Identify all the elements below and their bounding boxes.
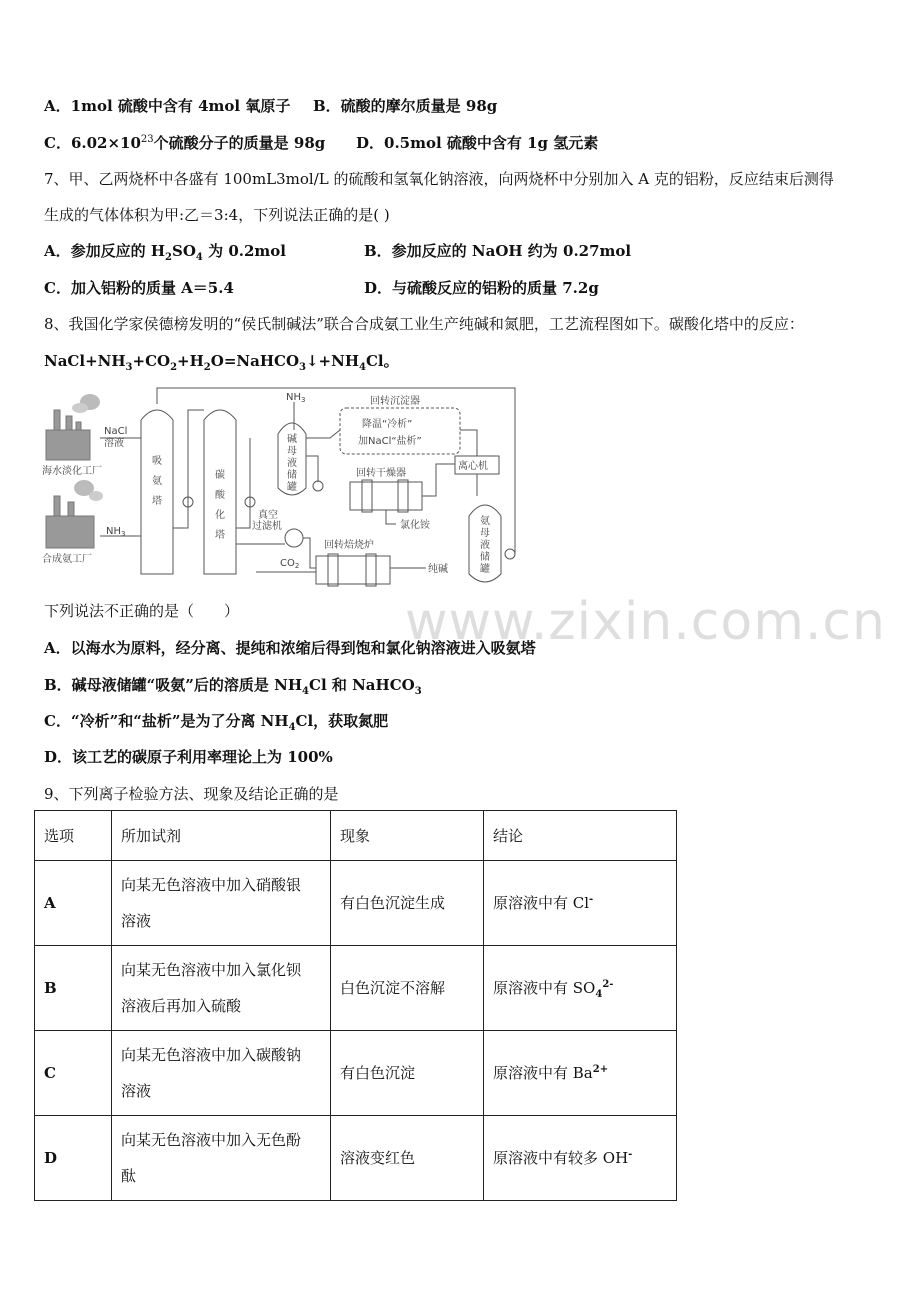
row-reagent: 向某无色溶液中加入氯化钡 溶液后再加入硫酸 xyxy=(112,946,331,1031)
q8-option-a: A．以海水为原料，经分离、提纯和浓缩后得到饱和氯化钠溶液进入吸氨塔 xyxy=(44,639,536,657)
label-mother-tank-3: 储 xyxy=(287,470,297,481)
row-option: D xyxy=(35,1116,112,1201)
q8-prompt: 下列说法不正确的是（ ） xyxy=(44,602,240,620)
q8-option-d: D．该工艺的碳原子利用率理论上为 100% xyxy=(44,748,333,766)
label-rotary-settler: 回转沉淀器 xyxy=(370,396,420,407)
header-option: 选项 xyxy=(35,811,112,861)
table-row xyxy=(35,946,677,1031)
row-phenomenon: 溶液变红色 xyxy=(331,1116,484,1201)
row-option: B xyxy=(35,946,112,1031)
label-ammonia-tank-1: 母 xyxy=(480,528,490,539)
process-flow-diagram xyxy=(40,378,520,600)
rotary-settler xyxy=(340,408,460,454)
table-row xyxy=(35,1031,677,1116)
label-rotary-kiln: 回转焙烧炉 xyxy=(324,540,374,551)
vacuum-filter xyxy=(285,529,303,547)
header-reagent: 所加试剂 xyxy=(112,811,331,861)
table-row xyxy=(35,1116,677,1201)
q7-option-c: C．加入铝粉的质量 A＝5.4 xyxy=(44,279,234,297)
absorption-tower xyxy=(141,410,173,574)
label-salt: 加NaCl“盐析” xyxy=(358,436,422,447)
q6-option-b: B．硫酸的摩尔质量是 98g xyxy=(313,97,498,115)
q8-equation: $NaCl+NH_3+CO_2+H_2O=NaHCO_3↓+NH_4Cl$。 xyxy=(44,352,399,373)
rotary-dryer xyxy=(350,482,422,510)
label-ammonia-tank-0: 氨 xyxy=(480,516,490,527)
header-conclusion: 结论 xyxy=(484,811,677,861)
label-mother-tank-2: 液 xyxy=(287,458,297,469)
row-phenomenon: 白色沉淀不溶解 xyxy=(331,946,484,1031)
label-nh3-left: $NH_3$ xyxy=(106,526,126,538)
header-phenomenon: 现象 xyxy=(331,811,484,861)
label-solution: 溶液 xyxy=(104,438,124,449)
label-mother-tank-0: 碱 xyxy=(287,434,297,445)
diagram-labels xyxy=(42,392,490,575)
q6-option-c: C．$6.02\times 10^{23}$个硫酸分子的质量是 98g xyxy=(44,134,326,152)
row-conclusion: 原溶液中有较多 OH- xyxy=(484,1116,677,1201)
q7-option-a: A．参加反应的 $H_2SO_4$ 为 0.2mol xyxy=(44,242,287,263)
watermark: www.zixin.com.cn xyxy=(405,592,886,652)
label-ammonia-plant: 合成氨工厂 xyxy=(42,554,92,565)
q7-option-d: D．与硫酸反应的铝粉的质量 7.2g xyxy=(364,279,599,297)
row-conclusion: 原溶液中有 Cl- xyxy=(484,861,677,946)
label-ammonia-tank-3: 储 xyxy=(480,552,490,563)
label-vacuum-2: 过滤机 xyxy=(252,521,282,532)
label-mother-tank-4: 罐 xyxy=(287,482,297,493)
label-rotary-dryer: 回转干燥器 xyxy=(356,468,406,479)
row-reagent: 向某无色溶液中加入硝酸银 溶液 xyxy=(112,861,331,946)
row-conclusion: 原溶液中有 $SO_4^{2-}$ xyxy=(484,946,677,1031)
table-row xyxy=(35,861,677,946)
ammonia-plant-icon xyxy=(46,480,103,548)
label-centrifuge: 离心机 xyxy=(458,461,488,472)
q8-stem-line1: 8、我国化学家侯德榜发明的“侯氏制碱法”联合合成氨工业生产纯碱和氮肥，工艺流程图如下。碳酸化塔中的反应： xyxy=(44,315,804,333)
row-reagent: 向某无色溶液中加入碳酸钠 溶液 xyxy=(112,1031,331,1116)
q7-option-b: B．参加反应的 NaOH 约为 0.27mol xyxy=(364,242,632,260)
label-ammonia-tank-2: 液 xyxy=(480,540,490,551)
q7-stem-line1: 7、甲、乙两烧杯中各盛有 100mL3mol/L 的硫酸和氢氧化钠溶液，向两烧杯中分别加入 A 克的铝粉，反应结束后测得 xyxy=(44,170,834,188)
row-phenomenon: 有白色沉淀 xyxy=(331,1031,484,1116)
label-absorb-tower-0: 吸 xyxy=(152,456,162,467)
label-carbon-tower-1: 酸 xyxy=(215,490,225,501)
label-cold: 降温“冷析” xyxy=(362,419,413,430)
row-phenomenon: 有白色沉淀生成 xyxy=(331,861,484,946)
label-co2: $CO_2$ xyxy=(280,558,300,570)
row-conclusion: 原溶液中有 $Ba^{2+}$ xyxy=(484,1031,677,1116)
label-soda: 纯碱 xyxy=(428,564,448,575)
label-seawater-plant: 海水淡化工厂 xyxy=(42,466,102,477)
q6-option-a: A．1mol 硫酸中含有 4mol 氧原子 xyxy=(44,97,291,115)
label-nacl: NaCl xyxy=(104,426,128,437)
q8-option-b: B．碱母液储罐“吸氨”后的溶质是 $NH_4Cl$ 和 NaHCO$_3$ xyxy=(44,676,422,697)
label-ammonium-chloride: 氯化铵 xyxy=(400,520,430,531)
q7-stem-line2: 生成的气体体积为甲:乙＝3:4，下列说法正确的是( ) xyxy=(44,206,390,224)
label-carbon-tower-0: 碳 xyxy=(215,470,225,481)
row-option: A xyxy=(35,861,112,946)
label-ammonia-tank-4: 罐 xyxy=(480,564,490,575)
seawater-plant-icon xyxy=(46,394,100,460)
label-absorb-tower-1: 氨 xyxy=(152,476,162,487)
label-carbon-tower-3: 塔 xyxy=(215,530,225,541)
label-mother-tank-1: 母 xyxy=(287,446,297,457)
label-nh3-top: $NH_3$ xyxy=(286,392,306,404)
label-absorb-tower-2: 塔 xyxy=(152,496,162,507)
rotary-kiln xyxy=(316,556,390,584)
row-option: C xyxy=(35,1031,112,1116)
q8-option-c: C．“冷析”和“盐析”是为了分离 $NH_4Cl$，获取氮肥 xyxy=(44,712,389,733)
label-vacuum-1: 真空 xyxy=(258,510,278,521)
label-carbon-tower-2: 化 xyxy=(215,510,225,521)
q9-table xyxy=(34,810,677,1201)
q9-stem: 9、下列离子检验方法、现象及结论正确的是 xyxy=(44,785,339,803)
row-reagent: 向某无色溶液中加入无色酚 酞 xyxy=(112,1116,331,1201)
table-header-row xyxy=(35,811,677,861)
q6-option-d: D．0.5mol 硫酸中含有 1g 氢元素 xyxy=(356,134,599,152)
